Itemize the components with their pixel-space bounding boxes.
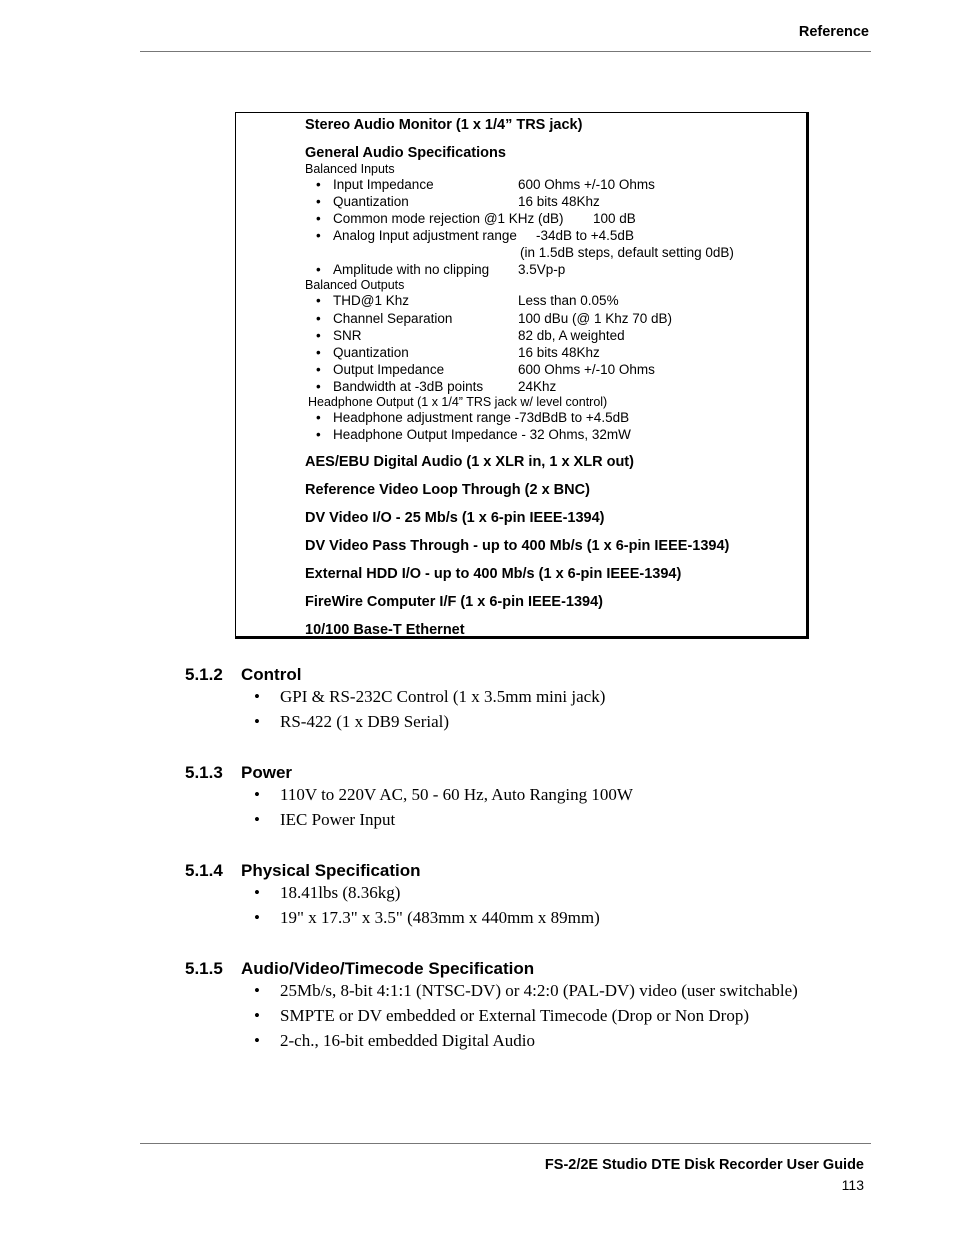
spec-label: SNR xyxy=(333,327,362,343)
list-item xyxy=(185,908,825,928)
list-item xyxy=(185,687,825,707)
bullet-icon: • xyxy=(316,194,321,210)
section-power xyxy=(185,763,825,835)
bullet-icon: • xyxy=(254,1031,260,1050)
bullet-list xyxy=(185,785,825,830)
spec-label: Bandwidth at -3dB points xyxy=(333,378,484,394)
spec-value: -34dB to +4.5dB xyxy=(536,228,634,244)
spec-label: Output Impedance xyxy=(333,361,445,377)
spec-heading-general-audio: General Audio Specifications xyxy=(305,145,506,161)
headphone-output-list xyxy=(305,409,805,443)
spec-label: THD@1 Khz xyxy=(333,293,409,309)
section-title xyxy=(185,861,825,881)
section-title-text: Control xyxy=(241,665,302,684)
list-item xyxy=(305,261,805,278)
list-item xyxy=(305,227,805,244)
balanced-inputs-list-tail xyxy=(305,261,805,278)
section-avt xyxy=(185,959,805,1056)
list-item xyxy=(305,361,805,378)
section-title-text: Physical Specification xyxy=(241,861,421,880)
bullet-icon: • xyxy=(316,344,321,360)
spec-label: Common mode rejection @1 KHz (dB) xyxy=(333,211,564,227)
bullet-list xyxy=(185,883,825,928)
list-item xyxy=(185,981,805,1001)
spec-value: 600 Ohms +/-10 Ohms xyxy=(518,177,655,192)
list-item xyxy=(185,883,825,903)
bullet-list xyxy=(185,687,825,732)
list-item xyxy=(305,344,805,361)
list-item xyxy=(305,176,805,193)
list-item xyxy=(185,1031,805,1051)
list-item xyxy=(185,810,825,830)
list-item xyxy=(305,409,805,426)
list-item xyxy=(305,210,805,227)
spec-heading-dv-video-io: DV Video I/O - 25 Mb/s (1 x 6-pin IEEE-1394) xyxy=(305,510,605,527)
spec-note: (in 1.5dB steps, default setting 0dB) xyxy=(520,245,734,261)
bullet-icon: • xyxy=(254,1006,260,1025)
bullet-icon: • xyxy=(254,883,260,902)
spec-value: 24Khz xyxy=(518,378,557,394)
spec-heading-stereo-monitor: Stereo Audio Monitor (1 x 1/4” TRS jack) xyxy=(305,117,583,133)
list-item-text: 18.41lbs (8.36kg) xyxy=(280,883,401,902)
bullet-icon: • xyxy=(254,981,260,1000)
section-title xyxy=(185,763,825,783)
header-rule xyxy=(140,51,871,52)
bullet-icon: • xyxy=(316,262,321,278)
list-item-text: 110V to 220V AC, 50 - 60 Hz, Auto Ranging 100W xyxy=(280,785,633,804)
bullet-icon: • xyxy=(316,211,321,227)
bullet-icon: • xyxy=(316,310,321,326)
list-item xyxy=(305,378,805,395)
bullet-list xyxy=(185,981,805,1051)
bullet-icon: • xyxy=(254,908,260,927)
list-item-text: 2-ch., 16-bit embedded Digital Audio xyxy=(280,1031,535,1050)
spec-heading-firewire: FireWire Computer I/F (1 x 6-pin IEEE-1394) xyxy=(305,594,603,611)
spec-heading-aes-ebu: AES/EBU Digital Audio (1 x XLR in, 1 x XLR out) xyxy=(305,454,634,471)
spec-label: Headphone adjustment range -73dBdB to +4.5dB xyxy=(333,410,630,426)
spec-value: 82 db, A weighted xyxy=(518,327,625,343)
spec-value: 16 bits 48Khz xyxy=(518,344,600,360)
footer-rule xyxy=(140,1143,871,1144)
bullet-icon: • xyxy=(316,378,321,394)
spec-value: 100 dBu (@ 1 Khz 70 dB) xyxy=(518,310,673,326)
spec-box xyxy=(235,112,809,639)
section-title-text: Audio/Video/Timecode Specification xyxy=(241,959,535,978)
list-item xyxy=(185,712,825,732)
list-item xyxy=(185,1006,805,1026)
list-item xyxy=(305,426,805,443)
balanced-inputs-list xyxy=(305,176,805,244)
list-item xyxy=(305,327,805,344)
page-number: 113 xyxy=(841,1177,864,1193)
list-item-text: SMPTE or DV embedded or External Timecode (Drop or Non Drop) xyxy=(280,1006,750,1025)
list-item xyxy=(305,292,805,309)
spec-heading-external-hdd: External HDD I/O - up to 400 Mb/s (1 x 6-pin IEEE-1394) xyxy=(305,566,682,583)
bullet-icon: • xyxy=(254,785,260,804)
spec-value: Less than 0.05% xyxy=(518,293,619,309)
bullet-icon: • xyxy=(316,177,321,192)
spec-heading-ref-video: Reference Video Loop Through (2 x BNC) xyxy=(305,482,590,499)
list-item-text: 25Mb/s, 8-bit 4:1:1 (NTSC-DV) or 4:2:0 (PAL-DV) video (user switchable) xyxy=(280,981,798,1000)
section-number: 5.1.4 xyxy=(185,861,223,880)
bullet-icon: • xyxy=(316,228,321,244)
list-item-text: GPI & RS-232C Control (1 x 3.5mm mini jack) xyxy=(280,687,606,706)
spec-label: Amplitude with no clipping xyxy=(333,262,490,278)
spec-sub-headphone-output: Headphone Output (1 x 1/4” TRS jack w/ level control) xyxy=(308,395,608,410)
bullet-icon: • xyxy=(316,410,321,426)
balanced-outputs-list xyxy=(305,292,805,395)
spec-value: 100 dB xyxy=(593,211,636,227)
bullet-icon: • xyxy=(254,687,260,706)
list-item xyxy=(305,193,805,210)
spec-label: Channel Separation xyxy=(333,310,453,326)
list-item-text: IEC Power Input xyxy=(280,810,396,829)
section-title xyxy=(185,665,825,685)
running-header: Reference xyxy=(798,24,869,40)
spec-label: Headphone Output Impedance - 32 Ohms, 32mW xyxy=(333,427,631,443)
spec-value: 3.5Vp-p xyxy=(518,262,566,278)
footer-title: FS-2/2E Studio DTE Disk Recorder User Guide xyxy=(544,1157,864,1173)
section-number: 5.1.5 xyxy=(185,959,223,978)
spec-heading-ethernet: 10/100 Base-T Ethernet xyxy=(305,622,465,639)
list-item-text: RS-422 (1 x DB9 Serial) xyxy=(280,712,450,731)
section-control xyxy=(185,665,825,737)
spec-value: 16 bits 48Khz xyxy=(518,194,600,210)
section-number: 5.1.3 xyxy=(185,763,223,782)
spec-label: Quantization xyxy=(333,194,409,210)
section-title xyxy=(185,959,805,979)
spec-content xyxy=(305,117,805,639)
bullet-icon: • xyxy=(316,327,321,343)
bullet-icon: • xyxy=(316,361,321,377)
section-physical xyxy=(185,861,825,933)
section-title-text: Power xyxy=(241,763,293,782)
bullet-icon: • xyxy=(254,712,260,731)
bullet-icon: • xyxy=(254,810,260,829)
spec-sub-balanced-outputs: Balanced Outputs xyxy=(305,278,405,293)
list-item xyxy=(305,310,805,327)
bullet-icon: • xyxy=(316,293,321,309)
bullet-icon: • xyxy=(316,427,321,443)
spec-label: Quantization xyxy=(333,344,409,360)
list-item xyxy=(185,785,825,805)
spec-heading-dv-pass-through: DV Video Pass Through - up to 400 Mb/s (1 x 6-pin IEEE-1394) xyxy=(305,538,730,555)
spec-label: Analog Input adjustment range xyxy=(333,228,517,244)
section-number: 5.1.2 xyxy=(185,665,223,684)
spec-sub-balanced-inputs: Balanced Inputs xyxy=(305,162,395,176)
spec-label: Input Impedance xyxy=(333,177,434,192)
spec-value: 600 Ohms +/-10 Ohms xyxy=(518,361,655,377)
list-item-text: 19" x 17.3" x 3.5" (483mm x 440mm x 89mm) xyxy=(280,908,600,927)
